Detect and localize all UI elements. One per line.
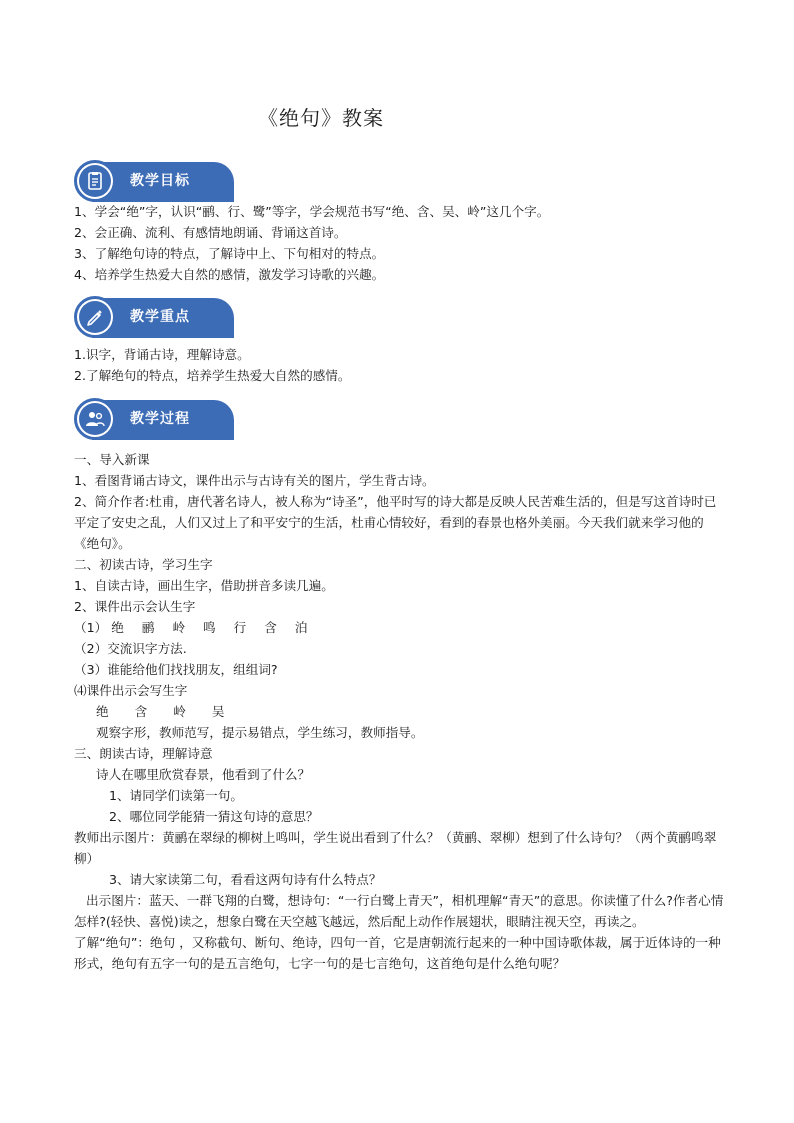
process-content	[74, 449, 724, 974]
recognize-chars	[74, 617, 724, 638]
process-step: 观察字形，教师范写，提示易错点，学生练习，教师指导。	[96, 725, 424, 740]
list-item: 2.了解绝句的特点，培养学生热爱大自然的感情。	[74, 368, 351, 383]
process-step: 3、请大家读第二句，看看这两句诗有什么特点？	[109, 872, 382, 887]
list-item: 3、了解绝句诗的特点，了解诗中上、下句相对的特点。	[74, 246, 385, 261]
char-item: 岭	[172, 620, 186, 635]
list-item: 1、学会“绝”字，认识“鹂、行、鹭”等字，学会规范书写“绝、含、吴、岭”这几个字。	[74, 204, 550, 219]
process-step: 2、课件出示会认生字	[74, 599, 196, 614]
process-step: （3）谁能给他们找找朋友，组组词?	[74, 662, 278, 677]
process-step: ⑷课件出示会写生字	[74, 683, 188, 698]
pencil-icon	[74, 296, 116, 338]
process-step: （2）交流识字方法.	[74, 641, 187, 656]
char-prefix: （1）	[74, 620, 108, 635]
list-item: 1.识字，背诵古诗，理解诗意。	[74, 347, 250, 362]
process-step: 诗人在哪里欣赏春景，他看到了什么？	[96, 767, 311, 782]
document-title: 《绝句》教案	[258, 106, 384, 130]
char-item: 绝	[111, 620, 124, 635]
char-item: 吴	[211, 704, 225, 719]
list-item: 4、培养学生热爱大自然的感情，激发学习诗歌的兴趣。	[74, 267, 385, 282]
process-step: 2、简介作者:杜甫，唐代著名诗人，被人称为“诗圣”，他平时写的诗大都是反映人民苦难生活的，但是写这首诗时已平定了安史之乱，人们又过上了和平安宁的生活，杜甫心情较好，看到的春景也格外美丽。今天我们就来学习他的《绝句》。	[74, 494, 717, 551]
process-step: 1、请同学们读第一句。	[109, 788, 243, 803]
process-step: 了解“绝句”：绝句 ，又称截句、断句、绝诗，四句一首，它是唐朝流行起来的一种中国诗歌体裁，属于近体诗的一种形式，绝句有五字一句的是五言绝句，七字一句的是七言绝句，这首绝句是什么绝句呢？	[74, 935, 721, 971]
char-item: 行	[233, 620, 247, 635]
process-step: 1、自读古诗，画出生字，借助拼音多读几遍。	[74, 578, 334, 593]
section-label-key: 教学重点	[130, 309, 190, 325]
char-item: 含	[264, 620, 277, 635]
write-chars	[74, 701, 724, 722]
process-heading: 三、朗读古诗，理解诗意	[74, 746, 213, 761]
char-item: 泊	[294, 620, 308, 635]
process-heading: 一、导入新课	[74, 452, 150, 467]
process-step: 2、哪位同学能猜一猜这句诗的意思？	[109, 809, 319, 824]
process-step: 出示图片：蓝天、一群飞翔的白鹭，想诗句：“一行白鹭上青天”，相机理解“青天”的意思。你读懂了什么?作者心情怎样?(轻快、喜悦)读之，想象白鹭在天空越飞越远，然后配上动作作展翅状，眼睛注视天空，再读之。	[74, 893, 724, 929]
goals-list	[74, 201, 724, 285]
section-banner-goals	[74, 160, 234, 202]
section-label-goals: 教学目标	[130, 173, 190, 189]
list-item: 2、会正确、流利、有感情地朗诵、背诵这首诗。	[74, 225, 347, 240]
checklist-icon	[74, 160, 116, 202]
people-icon	[74, 398, 116, 440]
section-label-process: 教学过程	[130, 411, 190, 427]
char-item: 岭	[173, 704, 186, 719]
process-step: 1、看图背诵古诗文，课件出示与古诗有关的图片，学生背古诗。	[74, 473, 435, 488]
process-step: 教师出示图片：黄鹂在翠绿的柳树上鸣叫，学生说出看到了什么？（黄鹂、翠柳）想到了什么诗句？（两个黄鹂鸣翠柳）	[74, 830, 717, 866]
key-list	[74, 344, 724, 386]
section-banner-key	[74, 296, 234, 338]
process-heading: 二、初读古诗，学习生字	[74, 557, 213, 572]
char-item: 鸣	[203, 620, 216, 635]
section-banner-process	[74, 398, 234, 440]
char-item: 含	[134, 704, 148, 719]
char-item: 鹂	[141, 620, 155, 635]
char-item: 绝	[96, 704, 109, 719]
